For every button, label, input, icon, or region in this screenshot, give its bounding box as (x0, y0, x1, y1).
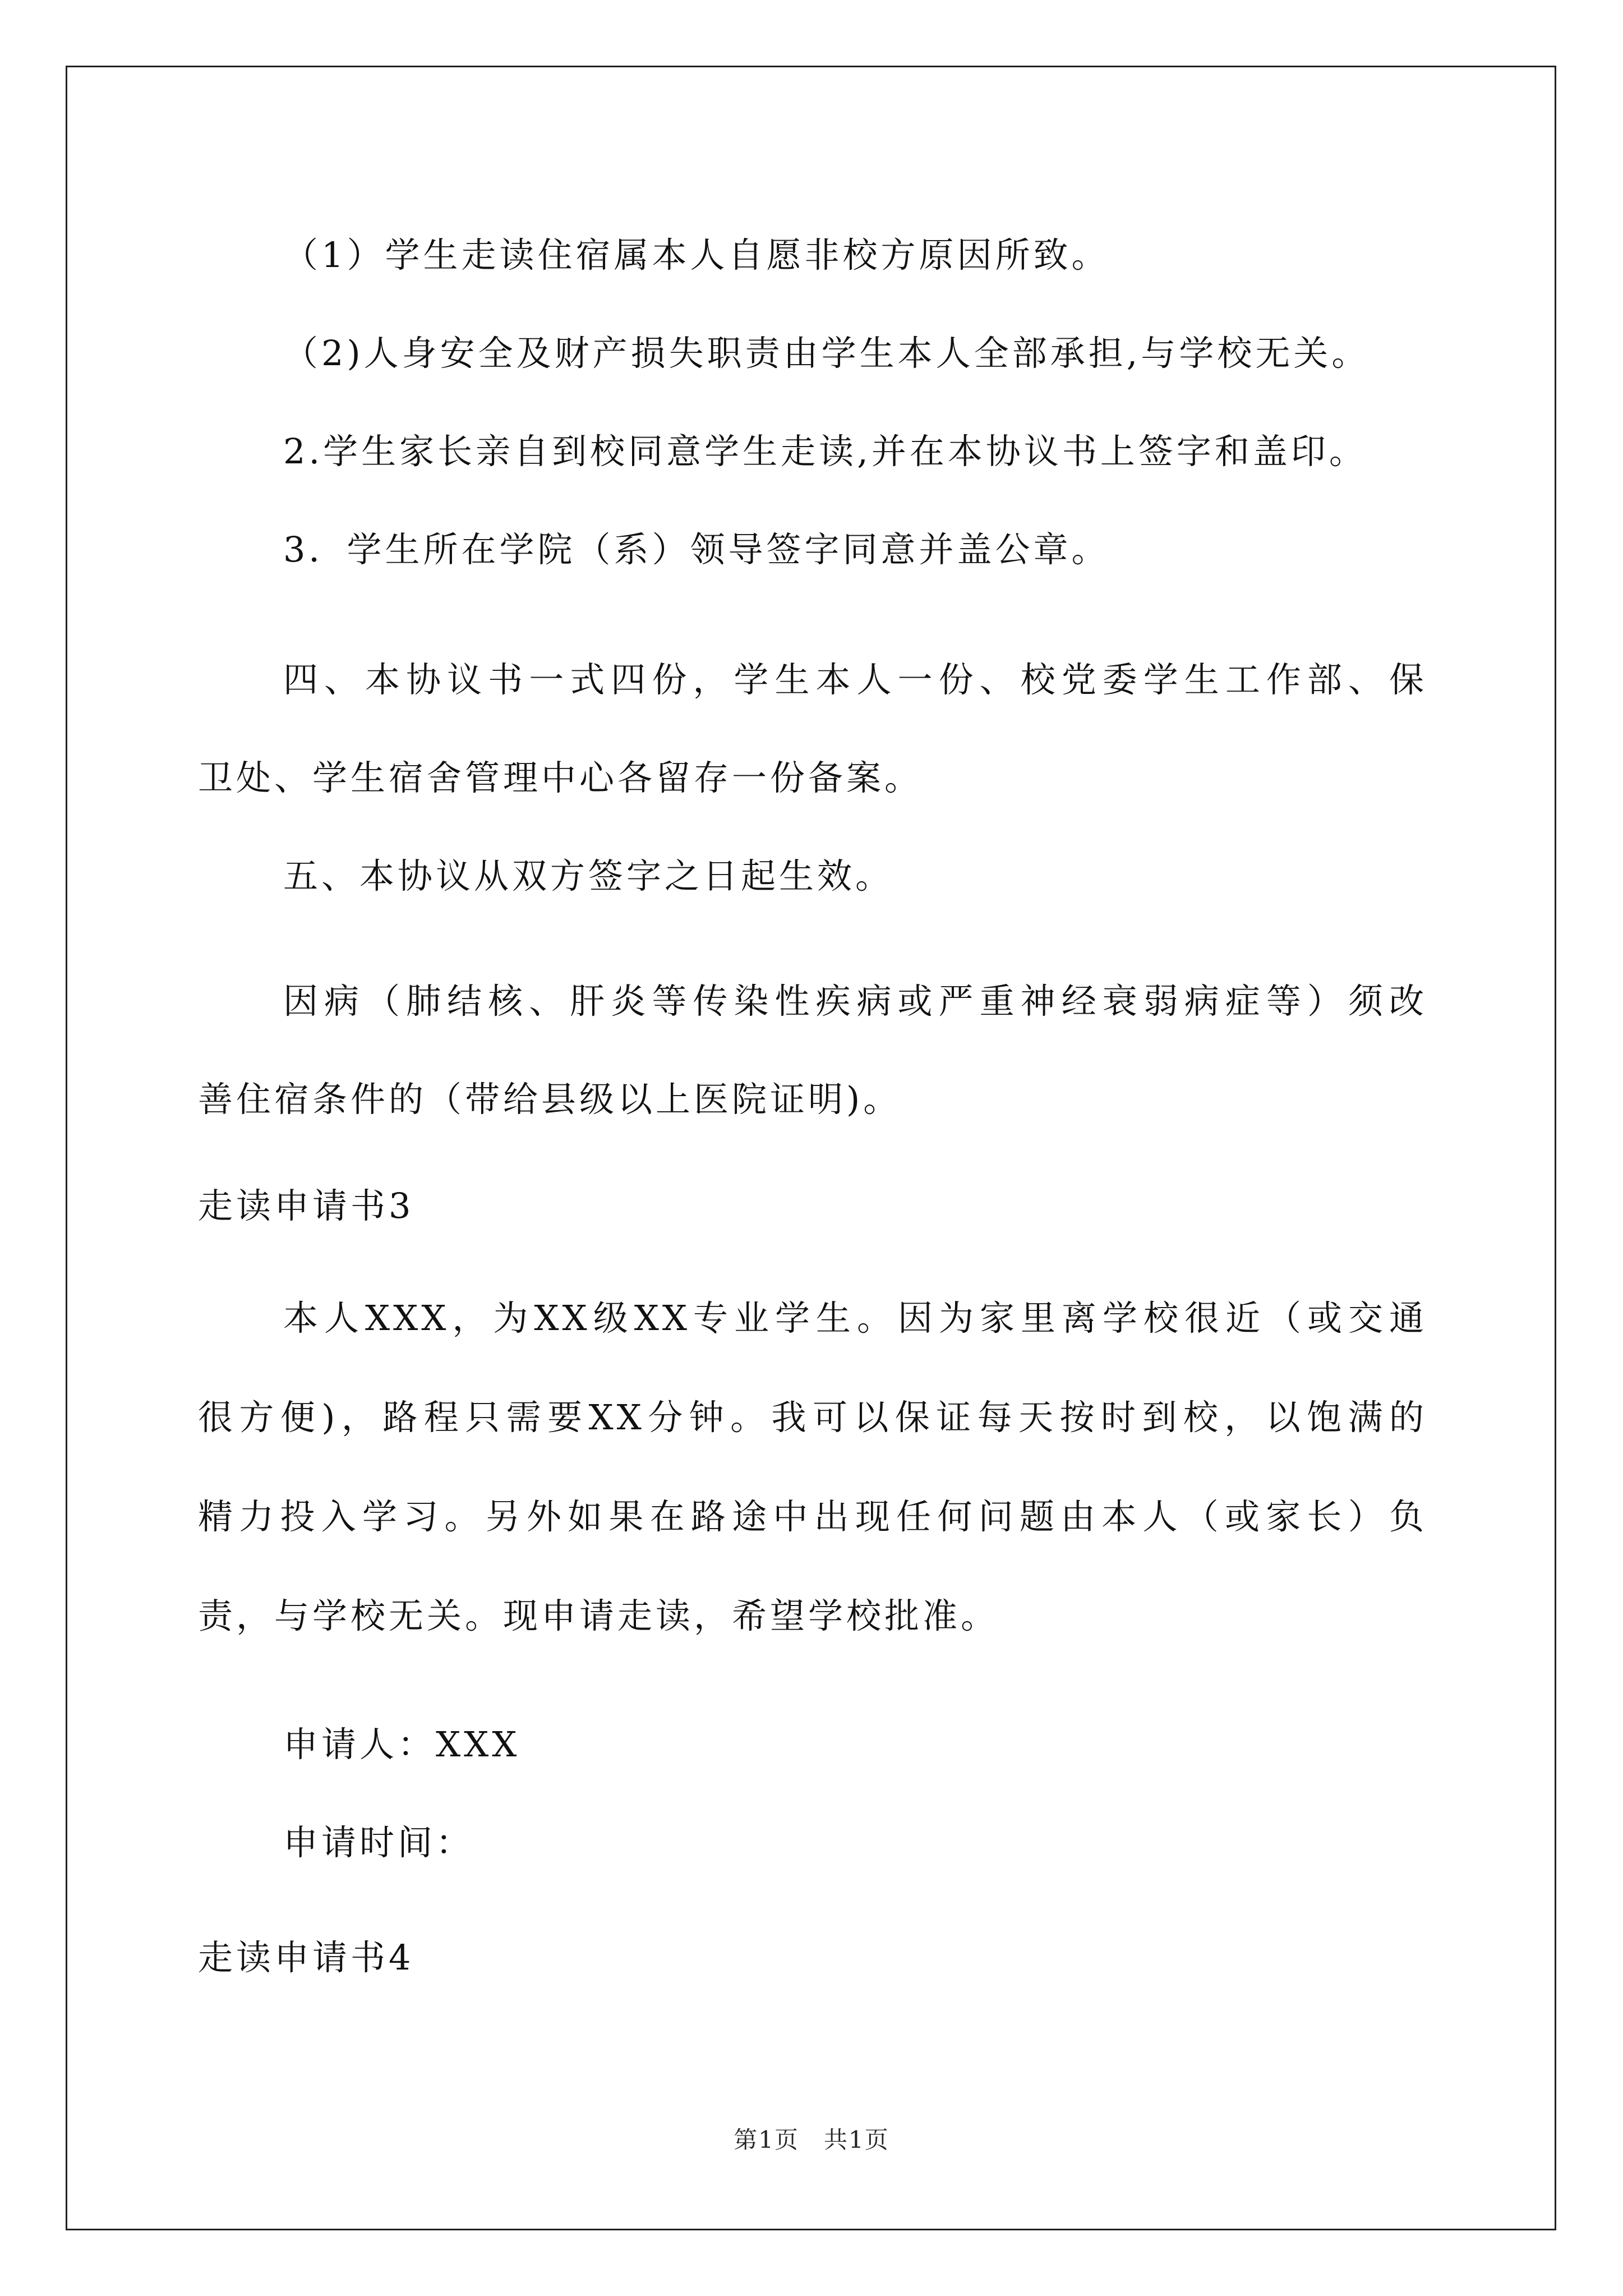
illness-line-2: 善住宿条件的（带给县级以上医院证明)。 (198, 1079, 902, 1120)
heading-application-4: 走读申请书4 (198, 1937, 414, 1978)
application-line-2: 很方便)，路程只需要XX分钟。我可以保证每天按时到校，以饱满的 (198, 1397, 1427, 1438)
clause-2-text: （2)人身安全及财产损失职责由学生本人全部承担,与学校无关。 (283, 333, 1370, 374)
application-line-4: 责，与学校无关。现申请走读，希望学校批准。 (198, 1595, 999, 1636)
section-5-text: 五、本协议从双方签字之日起生效。 (283, 855, 894, 896)
application-line-3: 精力投入学习。另外如果在路途中出现任何问题由本人（或家长）负 (198, 1496, 1427, 1537)
section-4-line-2: 卫处、学生宿舍管理中心各留存一份备案。 (198, 757, 923, 798)
item-3-text: 3．学生所在学院（系）领导签字同意并盖公章。 (283, 529, 1110, 570)
item-2-text: 2.学生家长亲自到校同意学生走读,并在本协议书上签字和盖印。 (283, 431, 1367, 472)
section-4-line-1: 四、本协议书一式四份，学生本人一份、校党委学生工作部、保 (283, 659, 1427, 700)
applicant-line: 申请人：XXX (283, 1724, 520, 1765)
application-line-1: 本人XXX，为XX级XX专业学生。因为家里离学校很近（或交通 (283, 1297, 1427, 1338)
page-footer: 第1页 共1页 (734, 2126, 889, 2154)
clause-1-text: （1）学生走读住宿属本人自愿非校方原因所致。 (283, 234, 1110, 275)
heading-application-3: 走读申请书3 (198, 1185, 414, 1226)
application-date-line: 申请时间： (283, 1822, 474, 1863)
illness-line-1: 因病（肺结核、肝炎等传染性疾病或严重神经衰弱病症等）须改 (283, 981, 1427, 1022)
